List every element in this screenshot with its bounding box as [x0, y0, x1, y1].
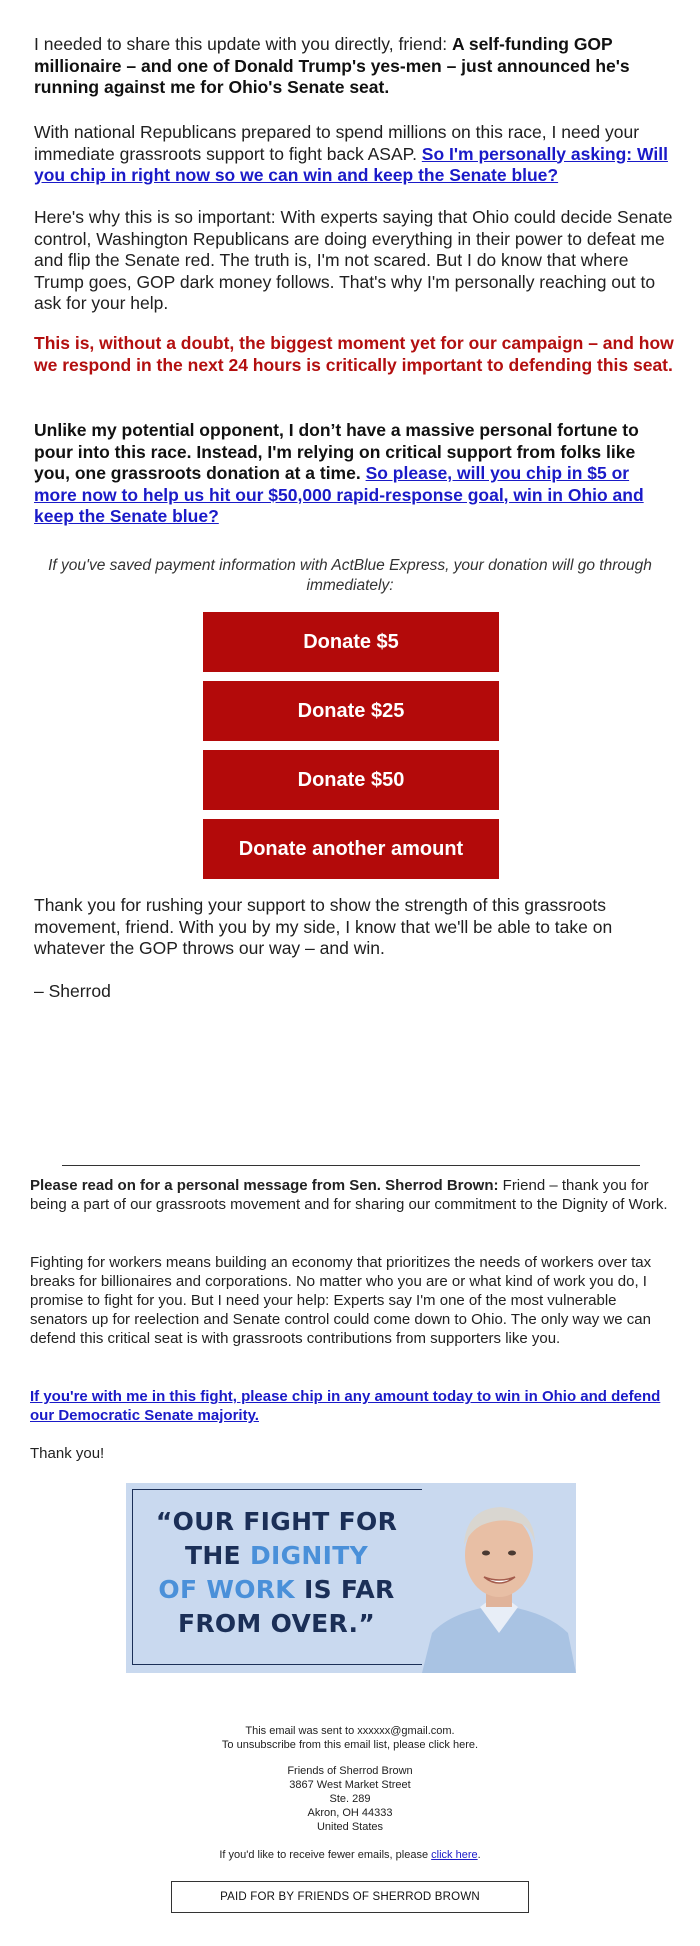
quote-is-far: IS FAR	[294, 1575, 395, 1604]
paragraph-ask	[34, 122, 674, 187]
personal-heading: Please read on for a personal message from Sen. Sherrod Brown:	[30, 1177, 499, 1194]
quote-dignity: DIGNITY	[249, 1541, 369, 1570]
personal-message	[30, 1176, 674, 1214]
intro-bold: A self-funding GOP millionaire – and one of Donald Trump's yes-men – just announced he's running against me for Ohio's Senate seat.	[34, 34, 630, 97]
quote-the: THE	[184, 1541, 250, 1570]
footer-country: United States	[316, 1821, 384, 1833]
quote-line-3	[134, 1573, 419, 1607]
donate-other-button[interactable]: Donate another amount	[203, 819, 499, 879]
chip-in-link[interactable]: So I'm personally asking: Will you chip in right now so we can win and keep the Senate blue?	[34, 143, 668, 185]
personal-link-paragraph	[30, 1387, 674, 1425]
banner-quote	[134, 1505, 419, 1641]
quote-line-4: FROM OVER.”	[177, 1609, 376, 1638]
footer-sent-to: This email was sent to xxxxxx@gmail.com.	[245, 1725, 455, 1737]
goal-link[interactable]: So please, will you chip in $5 or more now to help us hit our $50,000 rapid-response goal, win in Ohio and keep the Senate blue?	[34, 463, 644, 526]
fewer-emails-text: If you'd like to receive fewer emails, please	[219, 1849, 432, 1861]
quote-of-work: OF WORK	[158, 1575, 295, 1604]
footer-city: Akron, OH 44333	[307, 1807, 393, 1819]
divider	[62, 1165, 640, 1166]
ask-text: With national Republicans prepared to spend millions on this race, I need your immediate grassroots support to fight back ASAP.	[34, 122, 640, 164]
paragraph-why: Here's why this is so important: With experts saying that Ohio could decide Senate control, Washington Republicans are doing everything in their power to defeat me and flip the Senate red. The truth is, I'm not scared. But I do know that where Trump goes, GOP dark money follows. That's why I'm personally reaching out to ask for your help.	[34, 207, 673, 313]
footer-address-1: 3867 West Market Street	[289, 1779, 411, 1791]
grassroots-bold: Unlike my potential opponent, I don’t have a massive personal fortune to pour into this race. Instead, I'm relying on critical support from folks like you, one grassroots donation at a time.	[34, 420, 639, 483]
dignity-of-work-banner	[126, 1483, 576, 1673]
paragraph-thanks: Thank you for rushing your support to show the strength of this grassroots movement, friend. With you by my side, I know that we'll be able to take on whatever the GOP throws our way – and win.	[34, 895, 613, 958]
donate-5-button[interactable]: Donate $5	[203, 612, 499, 672]
quote-line-1: “OUR FIGHT FOR	[155, 1507, 398, 1536]
donate-25-button[interactable]: Donate $25	[203, 681, 499, 741]
personal-text: Friend – thank you for being a part of our grassroots movement and for sharing our commitment to the Dignity of Work.	[30, 1177, 668, 1213]
footer-unsubscribe[interactable]: To unsubscribe from this email list, please click here.	[221, 1739, 479, 1751]
actblue-express-note: If you've saved payment information with ActBlue Express, your donation will go through immediately:	[48, 557, 652, 594]
donate-50-button[interactable]: Donate $50	[203, 750, 499, 810]
footer-org: Friends of Sherrod Brown	[287, 1765, 413, 1777]
fewer-emails-link[interactable]: click here	[431, 1849, 478, 1861]
fewer-emails-end: .	[477, 1849, 481, 1861]
intro-lead: I needed to share this update with you directly, friend:	[34, 34, 452, 54]
paragraph-grassroots	[34, 420, 674, 528]
footer-address-2: Ste. 289	[329, 1793, 371, 1805]
senator-portrait	[422, 1483, 576, 1673]
chip-in-any-amount-link[interactable]: If you're with me in this fight, please chip in any amount today to win in Ohio and defend our Democratic Senate majority.	[30, 1388, 661, 1424]
personal-thanks: Thank you!	[30, 1445, 105, 1462]
quote-line-2	[134, 1539, 419, 1573]
personal-paragraph: Fighting for workers means building an economy that prioritizes the needs of workers over tax breaks for billionaires and corporations. No matter who you are or what kind of work you do, I promise to fight for you. But I need your help: Experts say I'm one of the most vulnerable senators up for reelection and Senate control could come down to Ohio. The only way we can defend this critical seat is with grassroots contributions from supporters like you.	[30, 1254, 652, 1347]
paragraph-urgent: This is, without a doubt, the biggest moment yet for our campaign – and how we respond in the next 24 hours is critically important to defending this seat.	[34, 333, 674, 375]
intro-paragraph	[34, 34, 674, 99]
footer-fewer-emails	[0, 1848, 700, 1862]
signoff: – Sherrod	[34, 981, 111, 1001]
paid-for-box: PAID FOR BY FRIENDS OF SHERROD BROWN	[171, 1881, 529, 1913]
